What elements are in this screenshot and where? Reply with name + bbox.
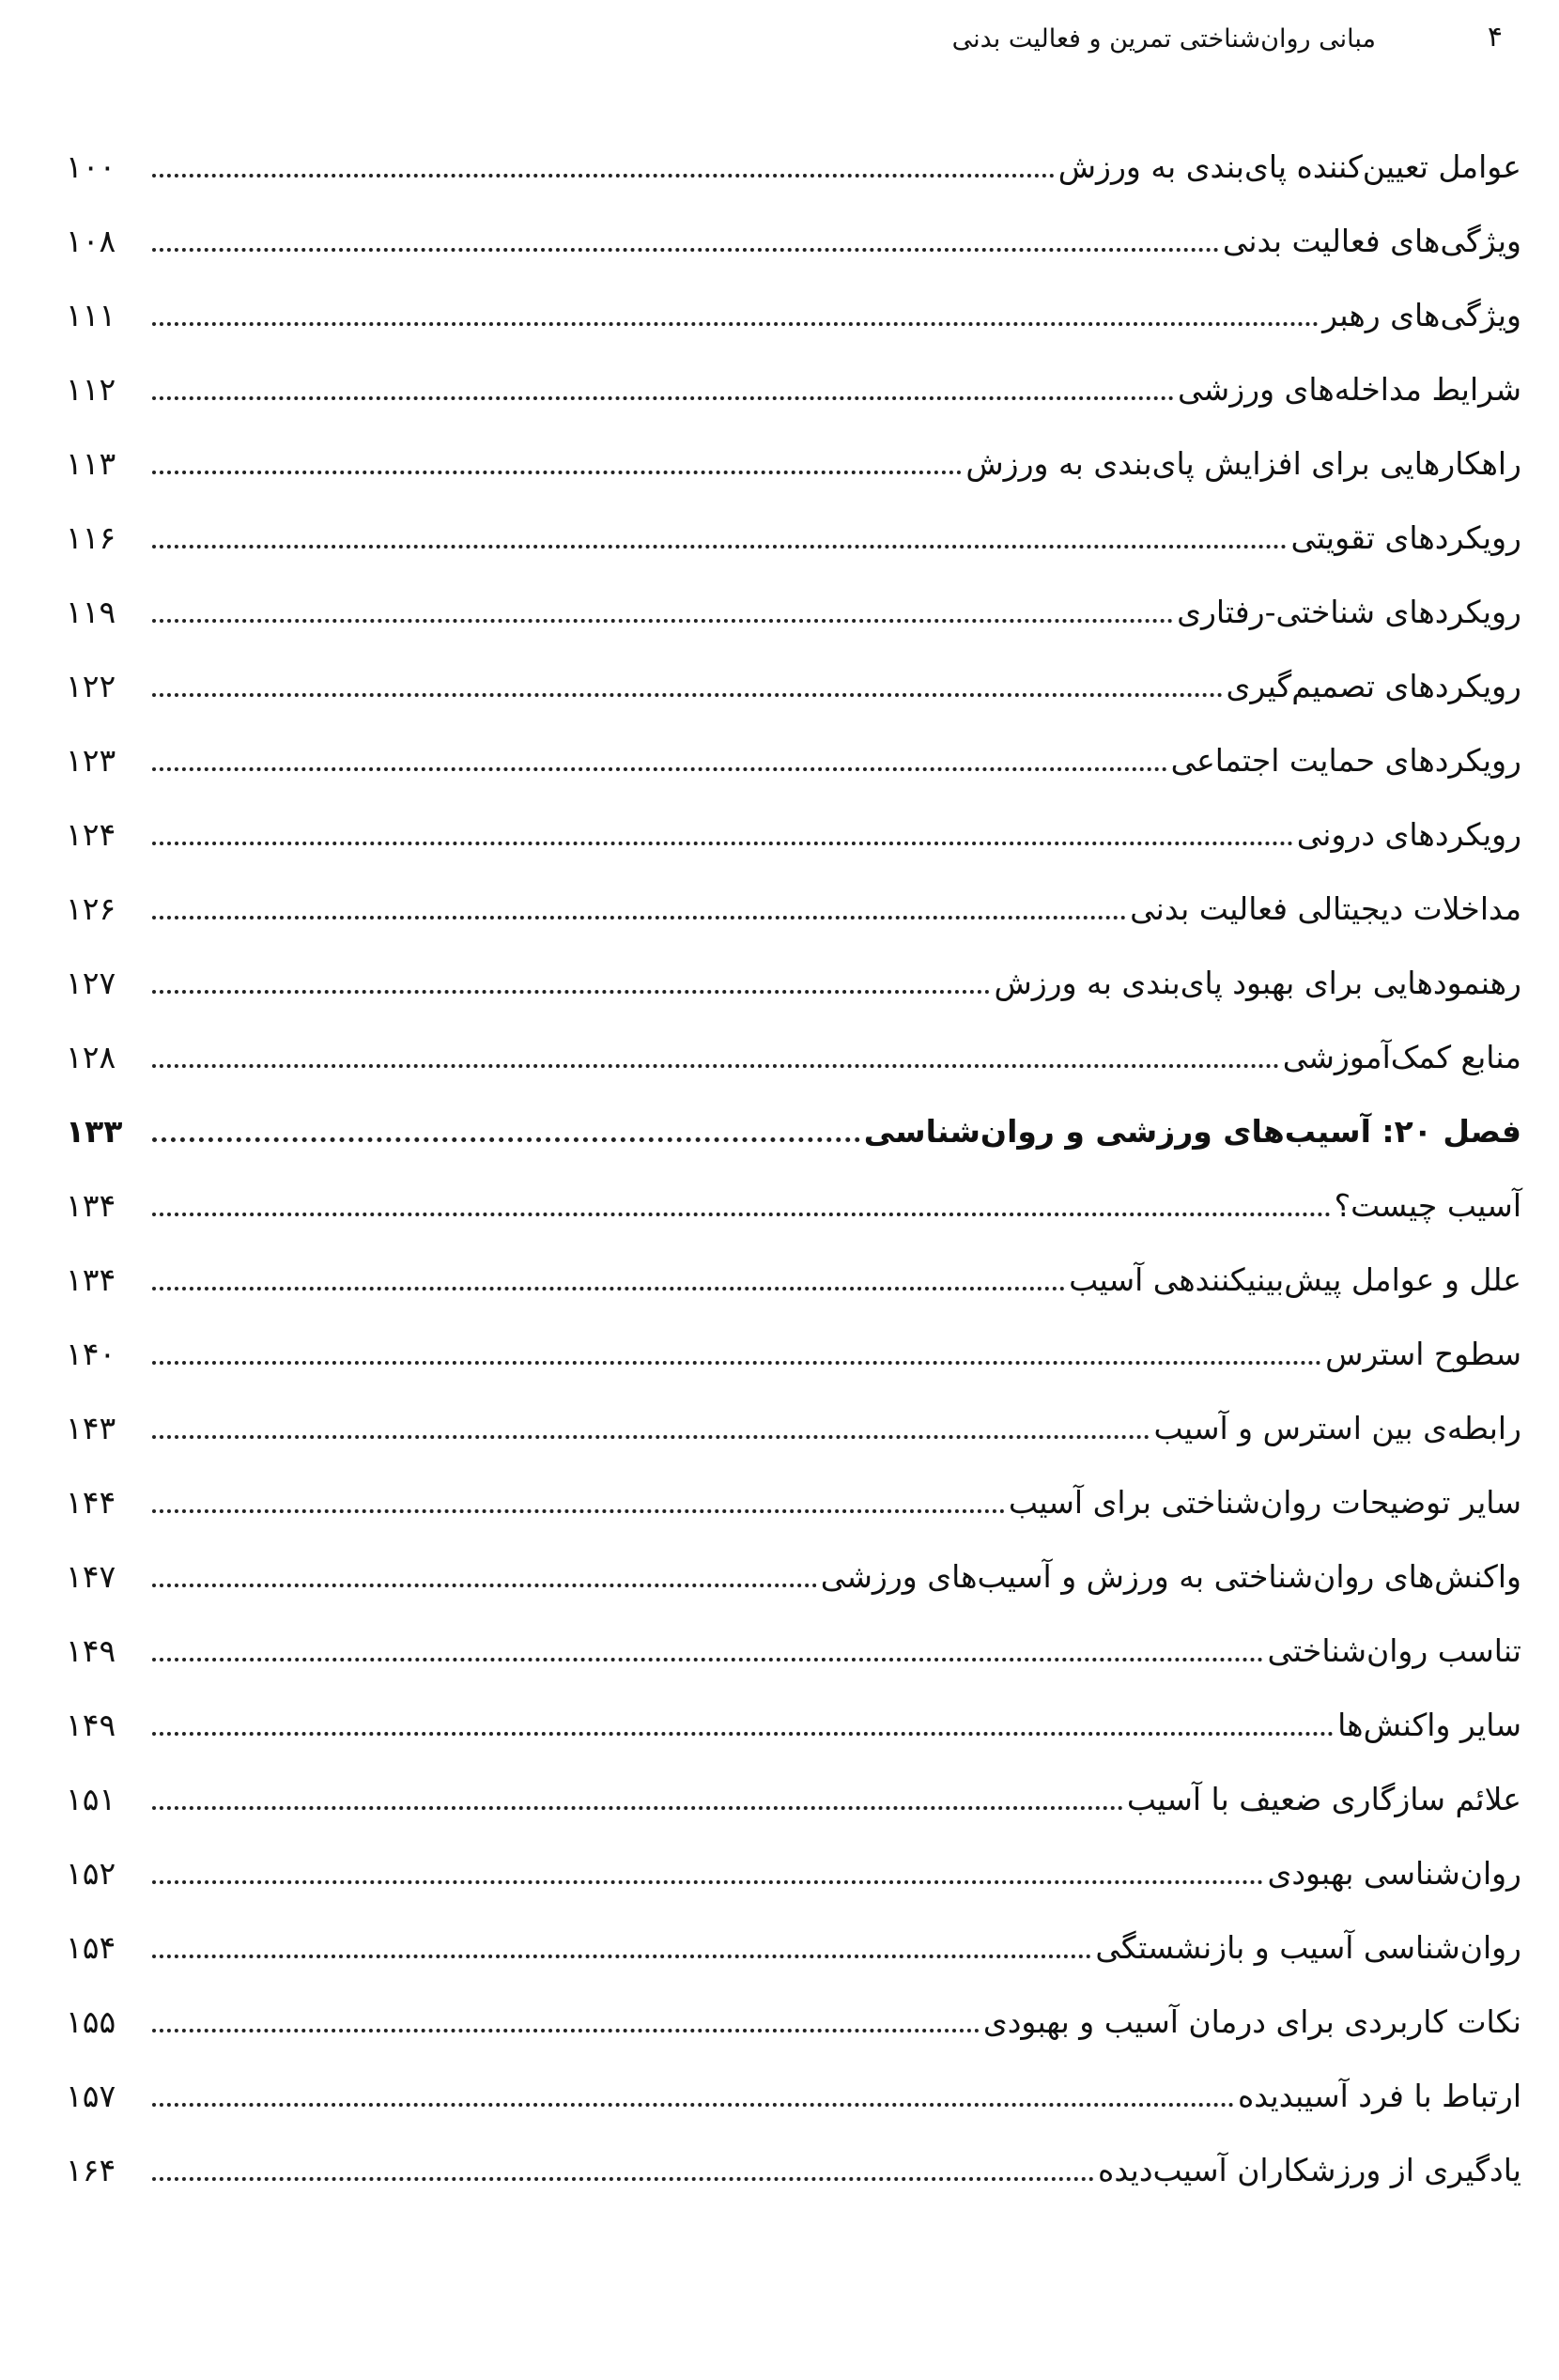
- toc-row: [66, 1393, 1521, 1467]
- toc-entry-title: رویکردهای تصمیم‌گیری: [1226, 668, 1521, 704]
- toc-entry-title: رابطه‌ی بین استرس و آسیب: [1153, 1410, 1521, 1446]
- toc-leader-dots: [152, 767, 1167, 771]
- toc-entry-page: ۱۳۴: [66, 1261, 116, 1298]
- toc-entry-page: ۱۲۶: [66, 890, 116, 927]
- toc-entry-page: ۱۴۹: [66, 1632, 116, 1669]
- toc-leader-dots: [152, 1064, 1279, 1068]
- toc-entry-page: ۱۳۴: [66, 1187, 116, 1224]
- toc-leader-dots: [152, 322, 1319, 326]
- toc-entry-page: ۱۳۳: [66, 1113, 123, 1150]
- toc-entry-page: ۱۲۳: [66, 742, 116, 779]
- toc-entry-title: علائم سازگاری ضعیف با آسیب: [1126, 1781, 1521, 1817]
- toc-entry-title: روان‌شناسی آسیب و بازنشستگی: [1095, 1929, 1521, 1966]
- toc-row: [66, 1912, 1521, 1986]
- toc-entry-page: ۱۴۴: [66, 1484, 116, 1521]
- toc-leader-dots: [152, 1435, 1150, 1439]
- toc-entry-title: یادگیری از ورزشکاران آسیب‌دیده: [1098, 2152, 1521, 2188]
- toc-entry-page: ۱۰۸: [66, 223, 116, 259]
- toc-entry-title: عوامل تعیین‌کننده پای‌بندی به ورزش: [1057, 148, 1521, 185]
- toc-entry-page: ۱۱۱: [66, 297, 116, 333]
- toc-entry-page: ۱۴۹: [66, 1707, 116, 1743]
- toc-entry-title: مداخلات دیجیتالی فعالیت بدنی: [1130, 890, 1521, 927]
- header-page-number: ۴: [1487, 21, 1503, 54]
- toc-entry-page: ۱۱۳: [66, 445, 116, 482]
- toc-entry-title: سایر واکنش‌ها: [1337, 1707, 1521, 1743]
- toc-entry-title: تناسب روان‌شناختی: [1267, 1632, 1521, 1669]
- toc-leader-dots: [152, 1509, 1005, 1513]
- toc-row: [66, 1541, 1521, 1615]
- toc-row: [66, 206, 1521, 280]
- toc-entry-title: نکات کاربردی برای درمان آسیب و بهبودی: [982, 2003, 1521, 2040]
- toc-row: [66, 2061, 1521, 2135]
- toc-entry-page: ۱۴۳: [66, 1410, 116, 1446]
- toc-row: [66, 948, 1521, 1022]
- toc-entry-page: ۱۲۷: [66, 965, 116, 1001]
- toc-entry-title: ویژگی‌های فعالیت بدنی: [1222, 223, 1521, 259]
- toc-row: [66, 131, 1521, 206]
- toc-leader-dots: [152, 916, 1126, 920]
- toc-row: [66, 1022, 1521, 1096]
- toc-leader-dots: [152, 842, 1293, 845]
- toc-row: [66, 1467, 1521, 1541]
- toc-entry-title: سایر توضیحات روان‌شناختی برای آسیب: [1008, 1484, 1521, 1521]
- toc-entry-title: رویکردهای درونی: [1296, 816, 1521, 853]
- toc-leader-dots: [152, 1806, 1123, 1810]
- toc-chapter-row: [66, 1096, 1521, 1170]
- toc-row: [66, 651, 1521, 725]
- toc-leader-dots: [152, 693, 1223, 697]
- toc-leader-dots: [152, 1880, 1263, 1884]
- toc-entry-page: ۱۱۶: [66, 519, 116, 556]
- toc-leader-dots: [152, 1361, 1321, 1365]
- toc-leader-dots: [152, 1732, 1334, 1736]
- toc-leader-dots: [152, 545, 1287, 549]
- toc-entry-title: سطوح استرس: [1325, 1336, 1521, 1372]
- toc-entry-page: ۱۰۰: [66, 148, 116, 185]
- toc-leader-dots: [152, 396, 1174, 400]
- toc-leader-dots: [152, 2177, 1094, 2181]
- toc-row: [66, 873, 1521, 948]
- toc-row: [66, 725, 1521, 799]
- toc-row: [66, 354, 1521, 428]
- toc-entry-page: ۱۵۱: [66, 1781, 116, 1817]
- toc-row: [66, 799, 1521, 873]
- toc-row: [66, 1244, 1521, 1319]
- toc-entry-page: ۱۵۴: [66, 1929, 116, 1966]
- toc-entry-title: فصل ۲۰: آسیب‌های ورزشی و روان‌شناسی: [863, 1113, 1521, 1150]
- toc-entry-title: رویکردهای شناختی-رفتاری: [1177, 594, 1521, 630]
- toc-entry-page: ۱۲۴: [66, 816, 116, 853]
- toc-row: [66, 1319, 1521, 1393]
- toc-row: [66, 1615, 1521, 1690]
- toc-leader-dots: [152, 990, 990, 994]
- toc-leader-dots: [152, 2103, 1234, 2107]
- toc-entry-title: ارتباط با فرد آسیبدیده: [1237, 2078, 1521, 2114]
- toc-leader-dots: [152, 619, 1173, 623]
- toc-entry-page: ۱۴۰: [66, 1336, 116, 1372]
- toc-entry-page: ۱۵۲: [66, 1855, 116, 1892]
- toc-row: [66, 428, 1521, 502]
- toc-entry-title: ویژگی‌های رهبر: [1322, 297, 1521, 333]
- toc-row: [66, 1838, 1521, 1912]
- toc-row: [66, 1690, 1521, 1764]
- toc-leader-dots: [152, 1658, 1263, 1661]
- toc-entry-page: ۱۱۲: [66, 371, 116, 408]
- toc-row: [66, 280, 1521, 354]
- toc-entry-page: ۱۱۹: [66, 594, 116, 630]
- toc-row: [66, 502, 1521, 577]
- toc-row: [66, 2135, 1521, 2209]
- toc-entry-title: علل و عوامل پیش‌بینیکنندهی آسیب: [1069, 1261, 1521, 1298]
- toc-row: [66, 1764, 1521, 1838]
- toc-entry-title: واکنش‌های روان‌شناختی به ورزش و آسیب‌های ورزشی: [820, 1558, 1521, 1595]
- toc-row: [66, 577, 1521, 651]
- toc-leader-dots: [152, 1213, 1331, 1216]
- toc-leader-dots: [152, 2029, 980, 2032]
- toc-leader-dots: [152, 1955, 1091, 1958]
- toc-entry-title: رویکردهای حمایت اجتماعی: [1170, 742, 1521, 779]
- toc-entry-title: آسیب چیست؟: [1334, 1187, 1521, 1224]
- toc-entry-title: راهکارهایی برای افزایش پای‌بندی به ورزش: [965, 445, 1521, 482]
- running-header: [0, 21, 1559, 77]
- toc-entry-title: رهنمودهایی برای بهبود پای‌بندی به ورزش: [994, 965, 1521, 1001]
- toc-leader-dots: [152, 248, 1219, 252]
- toc-row: [66, 1170, 1521, 1244]
- toc-entry-page: ۱۵۷: [66, 2078, 116, 2114]
- toc-entry-title: شرایط مداخله‌های ورزشی: [1178, 371, 1521, 408]
- toc-entry-page: ۱۲۸: [66, 1039, 116, 1075]
- header-book-title: مبانی روان‌شناختی تمرین و فعالیت بدنی: [951, 24, 1376, 54]
- toc-row: [66, 1986, 1521, 2061]
- toc-leader-dots: [152, 1287, 1065, 1290]
- table-of-contents: [66, 131, 1521, 2209]
- toc-entry-title: روان‌شناسی بهبودی: [1267, 1855, 1521, 1892]
- toc-entry-page: ۱۲۲: [66, 668, 116, 704]
- toc-leader-dots: [152, 174, 1055, 178]
- toc-entry-page: ۱۵۵: [66, 2003, 116, 2040]
- toc-leader-dots: [152, 471, 962, 474]
- toc-leader-dots: [152, 1584, 817, 1587]
- toc-entry-title: رویکردهای تقویتی: [1290, 519, 1521, 556]
- toc-entry-page: ۱۴۷: [66, 1558, 116, 1595]
- toc-entry-page: ۱۶۴: [66, 2152, 116, 2188]
- toc-entry-title: منابع کمک‌آموزشی: [1282, 1039, 1521, 1075]
- toc-leader-dots: [152, 1137, 860, 1142]
